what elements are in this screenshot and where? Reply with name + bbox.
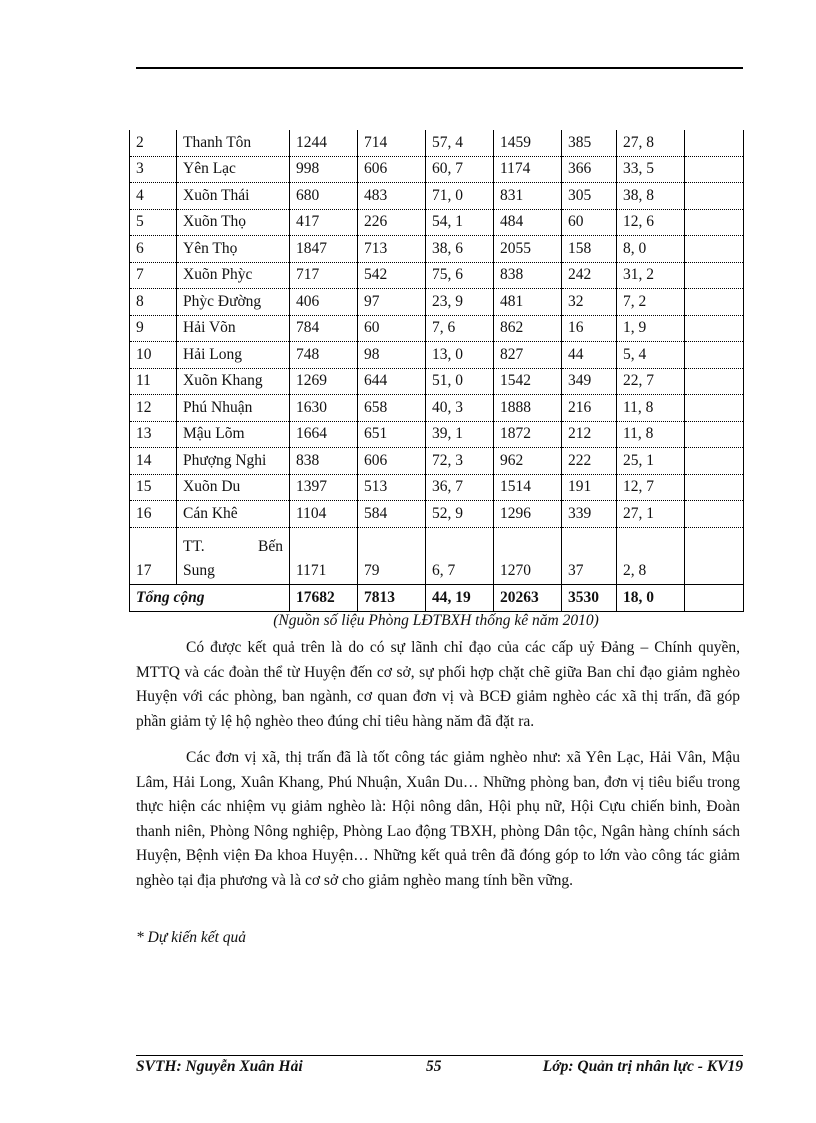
table-cell: 38, 6 (426, 236, 494, 263)
table-cell (685, 262, 744, 289)
table-cell: Phỳc Đường (177, 289, 290, 316)
table-cell: 6, 7 (426, 527, 494, 584)
name-line-a: TT. (183, 537, 205, 555)
table-cell: 3 (130, 156, 177, 183)
table-cell (685, 183, 744, 210)
table-cell: 1630 (290, 395, 358, 422)
table-cell: 39, 1 (426, 421, 494, 448)
table-cell: 349 (562, 368, 617, 395)
table-cell: 1872 (494, 421, 562, 448)
table-cell: 27, 8 (617, 130, 685, 156)
table-cell: 75, 6 (426, 262, 494, 289)
table-cell: Phú Nhuận (177, 395, 290, 422)
table-cell: Xuõn Thọ (177, 209, 290, 236)
table-row (130, 474, 744, 501)
table-cell: 40, 3 (426, 395, 494, 422)
table-cell: 1, 9 (617, 315, 685, 342)
table-cell: 827 (494, 342, 562, 369)
table-row (130, 209, 744, 236)
table-cell: 22, 7 (617, 368, 685, 395)
table-cell: 713 (358, 236, 426, 263)
table-cell: 60 (562, 209, 617, 236)
table-row (130, 315, 744, 342)
table-cell: 5 (130, 209, 177, 236)
table-cell: 1514 (494, 474, 562, 501)
table-cell: 717 (290, 262, 358, 289)
table-cell: 17 (130, 527, 177, 584)
table-cell: 998 (290, 156, 358, 183)
table-cell: 36, 7 (426, 474, 494, 501)
footer-rule (136, 1055, 743, 1056)
table-cell: 72, 3 (426, 448, 494, 475)
table-cell: 12, 6 (617, 209, 685, 236)
table-cell (685, 209, 744, 236)
table-cell: 784 (290, 315, 358, 342)
table-row (130, 448, 744, 475)
table-cell: 7 (130, 262, 177, 289)
table-cell: 16 (562, 315, 617, 342)
total-cell: 20263 (494, 584, 562, 611)
total-cell: 7813 (358, 584, 426, 611)
table-cell: 16 (130, 501, 177, 528)
table-cell: 212 (562, 421, 617, 448)
table-cell: 1270 (494, 527, 562, 584)
table-cell: 79 (358, 527, 426, 584)
table-cell: 305 (562, 183, 617, 210)
table-cell: 366 (562, 156, 617, 183)
table-cell: 15 (130, 474, 177, 501)
table-cell: 385 (562, 130, 617, 156)
table-cell: Cán Khê (177, 501, 290, 528)
table-cell: 1847 (290, 236, 358, 263)
table-cell: 417 (290, 209, 358, 236)
total-cell: 18, 0 (617, 584, 685, 611)
table-cell: 8 (130, 289, 177, 316)
table-cell: 339 (562, 501, 617, 528)
table-cell: 14 (130, 448, 177, 475)
poverty-statistics-table (129, 130, 744, 612)
table-cell: 37 (562, 527, 617, 584)
source-note: (Nguồn số liệu Phòng LĐTBXH thống kê năm 2010) (273, 612, 599, 629)
table-cell: 12 (130, 395, 177, 422)
table-cell: 11, 8 (617, 421, 685, 448)
table-cell: 606 (358, 156, 426, 183)
table-cell: 7, 2 (617, 289, 685, 316)
table-cell: Xuõn Du (177, 474, 290, 501)
name-line-c: Sung (183, 561, 215, 579)
expected-results-heading: * Dự kiến kết quả (136, 929, 247, 946)
table-cell: 484 (494, 209, 562, 236)
table-cell (685, 342, 744, 369)
table-cell: 831 (494, 183, 562, 210)
table-cell: 191 (562, 474, 617, 501)
table-cell: 10 (130, 342, 177, 369)
table-cell (685, 368, 744, 395)
table-cell: 862 (494, 315, 562, 342)
table-cell: 23, 9 (426, 289, 494, 316)
header-rule (136, 67, 743, 69)
table-cell: 1542 (494, 368, 562, 395)
table-cell: Yên Lạc (177, 156, 290, 183)
table-cell: 5, 4 (617, 342, 685, 369)
table-cell: 838 (494, 262, 562, 289)
table-row (130, 156, 744, 183)
table-cell: 1459 (494, 130, 562, 156)
table-cell: 25, 1 (617, 448, 685, 475)
table-cell: 1174 (494, 156, 562, 183)
table-cell: 1664 (290, 421, 358, 448)
table-row (130, 262, 744, 289)
table-cell: 1269 (290, 368, 358, 395)
table-row (130, 421, 744, 448)
table-cell (685, 130, 744, 156)
table-cell: 60 (358, 315, 426, 342)
table-cell: 57, 4 (426, 130, 494, 156)
table-cell: 658 (358, 395, 426, 422)
table-cell (685, 395, 744, 422)
table-cell: 52, 9 (426, 501, 494, 528)
table-cell: 31, 2 (617, 262, 685, 289)
table-cell: Yên Thọ (177, 236, 290, 263)
table-cell: 12, 7 (617, 474, 685, 501)
table-cell (685, 474, 744, 501)
table-cell: 1171 (290, 527, 358, 584)
table-cell: 8, 0 (617, 236, 685, 263)
table-cell: Mậu Lõm (177, 421, 290, 448)
table-cell: 60, 7 (426, 156, 494, 183)
table-cell: 71, 0 (426, 183, 494, 210)
table-cell: 481 (494, 289, 562, 316)
table-cell: Xuõn Thái (177, 183, 290, 210)
table-cell: 98 (358, 342, 426, 369)
table-cell: 1888 (494, 395, 562, 422)
table-cell: 97 (358, 289, 426, 316)
table-cell: Thanh Tôn (177, 130, 290, 156)
total-label: Tổng cộng (130, 584, 290, 611)
table-cell: Hải Long (177, 342, 290, 369)
table-cell: 9 (130, 315, 177, 342)
table-row (130, 289, 744, 316)
table-row (130, 527, 744, 584)
table-cell: 1244 (290, 130, 358, 156)
name-line-b: Bến (258, 537, 283, 555)
table-cell: 748 (290, 342, 358, 369)
table-cell (685, 448, 744, 475)
table-cell: 27, 1 (617, 501, 685, 528)
footer-class: Lớp: Quản trị nhân lực - KV19 (542, 1058, 743, 1075)
table-cell: 44 (562, 342, 617, 369)
table-cell: 13, 0 (426, 342, 494, 369)
paragraph-units: Các đơn vị xã, thị trấn đã là tốt công tác giảm nghèo như: xã Yên Lạc, Hải Vân, Mậu Lâm, Hải Long, Xuân Khang, Phú Nhuận, Xuân Du… Những phòng ban, đơn vị tiêu biểu trong thực hiện các nhiệm vụ giảm nghèo là: Hội nông dân, Hội phụ nữ, Hội Cựu chiến binh, Đoàn thanh niên, Phòng Nông nghiệp, Phòng Lao động TBXH, phòng Dân tộc, Ngân hàng chính sách Huyện, Bệnh viện Đa khoa Huyện… Những kết quả trên đã đóng góp to lớn vào công tác giảm nghèo tại địa phương và là cơ sở cho giảm nghèo mang tính bền vững. (136, 749, 740, 889)
table-cell: 962 (494, 448, 562, 475)
table-cell: 2 (130, 130, 177, 156)
table-cell: 6 (130, 236, 177, 263)
table-cell: 33, 5 (617, 156, 685, 183)
table-cell: 158 (562, 236, 617, 263)
table-row (130, 395, 744, 422)
table-cell: 2, 8 (617, 527, 685, 584)
table-cell: 32 (562, 289, 617, 316)
total-row (130, 584, 744, 611)
table-cell (177, 527, 290, 584)
paragraph-results: Có được kết quả trên là do có sự lãnh chỉ đạo của các cấp uỷ Đảng – Chính quyền, MTTQ và các đoàn thể từ Huyện đến cơ sở, sự phối hợp chặt chẽ giữa Ban chỉ đạo giảm nghèo Huyện với các phòng, ban ngành, cơ quan đơn vị và BCĐ giảm nghèo các xã thị trấn, đã góp phần giảm tỷ lệ hộ nghèo theo đúng chỉ tiêu hàng năm đã đặt ra. (136, 639, 740, 730)
table-cell (685, 527, 744, 584)
table-row (130, 368, 744, 395)
table-cell: 406 (290, 289, 358, 316)
table-row (130, 183, 744, 210)
table-cell: Hải Võn (177, 315, 290, 342)
table-cell: 54, 1 (426, 209, 494, 236)
table-cell: 483 (358, 183, 426, 210)
table-cell: 242 (562, 262, 617, 289)
page-number: 55 (426, 1058, 442, 1075)
table-cell: 13 (130, 421, 177, 448)
table-cell: Xuõn Khang (177, 368, 290, 395)
table-cell: 7, 6 (426, 315, 494, 342)
total-cell (685, 584, 744, 611)
table-cell (685, 156, 744, 183)
table-cell (685, 289, 744, 316)
table-cell: 226 (358, 209, 426, 236)
total-cell: 17682 (290, 584, 358, 611)
table-cell: 651 (358, 421, 426, 448)
table-cell: 4 (130, 183, 177, 210)
table-cell: 644 (358, 368, 426, 395)
table-row (130, 130, 744, 156)
table-cell (685, 236, 744, 263)
table-cell: 714 (358, 130, 426, 156)
table-cell (685, 421, 744, 448)
table-cell: 838 (290, 448, 358, 475)
table-cell: 2055 (494, 236, 562, 263)
table-cell: 11 (130, 368, 177, 395)
table-cell: 51, 0 (426, 368, 494, 395)
table-cell (685, 501, 744, 528)
table-cell (685, 315, 744, 342)
table-row (130, 236, 744, 263)
table-cell: 11, 8 (617, 395, 685, 422)
table-row (130, 501, 744, 528)
table-cell: Xuõn Phỳc (177, 262, 290, 289)
table-cell: 1296 (494, 501, 562, 528)
total-cell: 44, 19 (426, 584, 494, 611)
table-cell: 542 (358, 262, 426, 289)
table-cell: 216 (562, 395, 617, 422)
table-cell: 38, 8 (617, 183, 685, 210)
table-cell: 606 (358, 448, 426, 475)
footer-author: SVTH: Nguyễn Xuân Hải (136, 1058, 303, 1075)
table-cell: 584 (358, 501, 426, 528)
table-cell: 1397 (290, 474, 358, 501)
table-cell: 680 (290, 183, 358, 210)
table-cell: 1104 (290, 501, 358, 528)
table-cell: 513 (358, 474, 426, 501)
table-row (130, 342, 744, 369)
total-cell: 3530 (562, 584, 617, 611)
table-cell: 222 (562, 448, 617, 475)
table-cell: Phượng Nghi (177, 448, 290, 475)
